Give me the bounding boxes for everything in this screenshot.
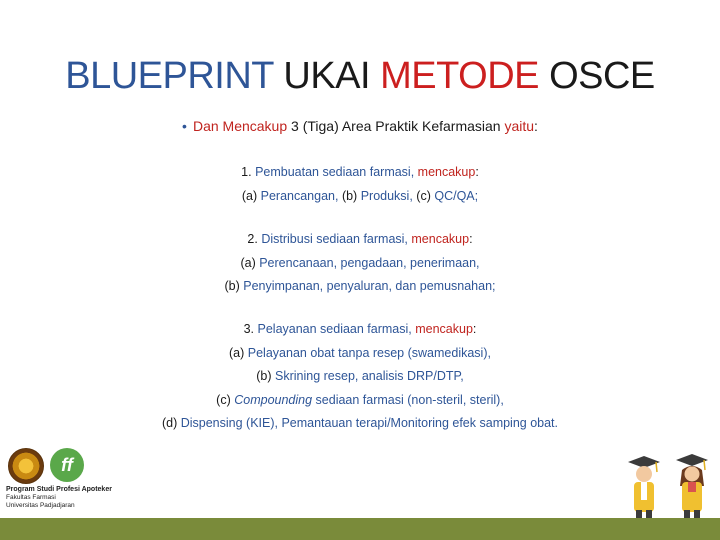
intro-bullet: • Dan Mencakup 3 (Tiga) Area Praktik Kefarmasian yaitu: (182, 118, 538, 134)
section-detail: (a) Perancangan, (b) Produksi, (c) QC/QA; (241, 188, 479, 203)
section-heading: 3. Pelayanan sediaan farmasi, mencakup: (243, 322, 477, 336)
title-osce: OSCE (549, 55, 655, 97)
faculty-logo-icon: ff (50, 448, 84, 482)
section-detail: (a) Perencanaan, pengadaan, penerimaan, (240, 255, 480, 270)
title-blueprint: BLUEPRINT (65, 55, 274, 97)
title-metode: METODE (380, 55, 540, 97)
section-pelayanan (0, 318, 720, 436)
graduate-male-icon (628, 456, 660, 518)
section-detail: (b) Penyimpanan, penyaluran, dan pemusnahan; (224, 279, 496, 293)
section-distribusi (0, 228, 720, 299)
section-detail: (c) Compounding sediaan farmasi (non-steril, steril), (216, 392, 504, 407)
slide-title (0, 55, 720, 98)
university-seal-icon (8, 448, 44, 484)
section-heading: 2. Distribusi sediaan farmasi, mencakup: (247, 232, 473, 246)
section-detail: (b) Skrining resep, analisis DRP/DTP, (256, 369, 464, 383)
institution-text: Program Studi Profesi Apoteker Fakultas Farmasi Universitas Padjadjaran (6, 486, 112, 509)
bullet-icon: • (182, 118, 187, 134)
footer-bar (0, 518, 720, 540)
title-ukai: UKAI (283, 55, 371, 97)
institution-logo (4, 446, 134, 516)
graduates-illustration-icon (626, 450, 716, 520)
graduate-female-icon (676, 454, 708, 518)
section-detail: (d) Dispensing (KIE), Pemantauan terapi/Monitoring efek samping obat. (161, 416, 559, 430)
section-detail: (a) Pelayanan obat tanpa resep (swamedikasi), (229, 345, 491, 360)
section-pembuatan (0, 161, 720, 208)
section-heading: 1. Pembuatan sediaan farmasi, mencakup: (241, 165, 479, 179)
